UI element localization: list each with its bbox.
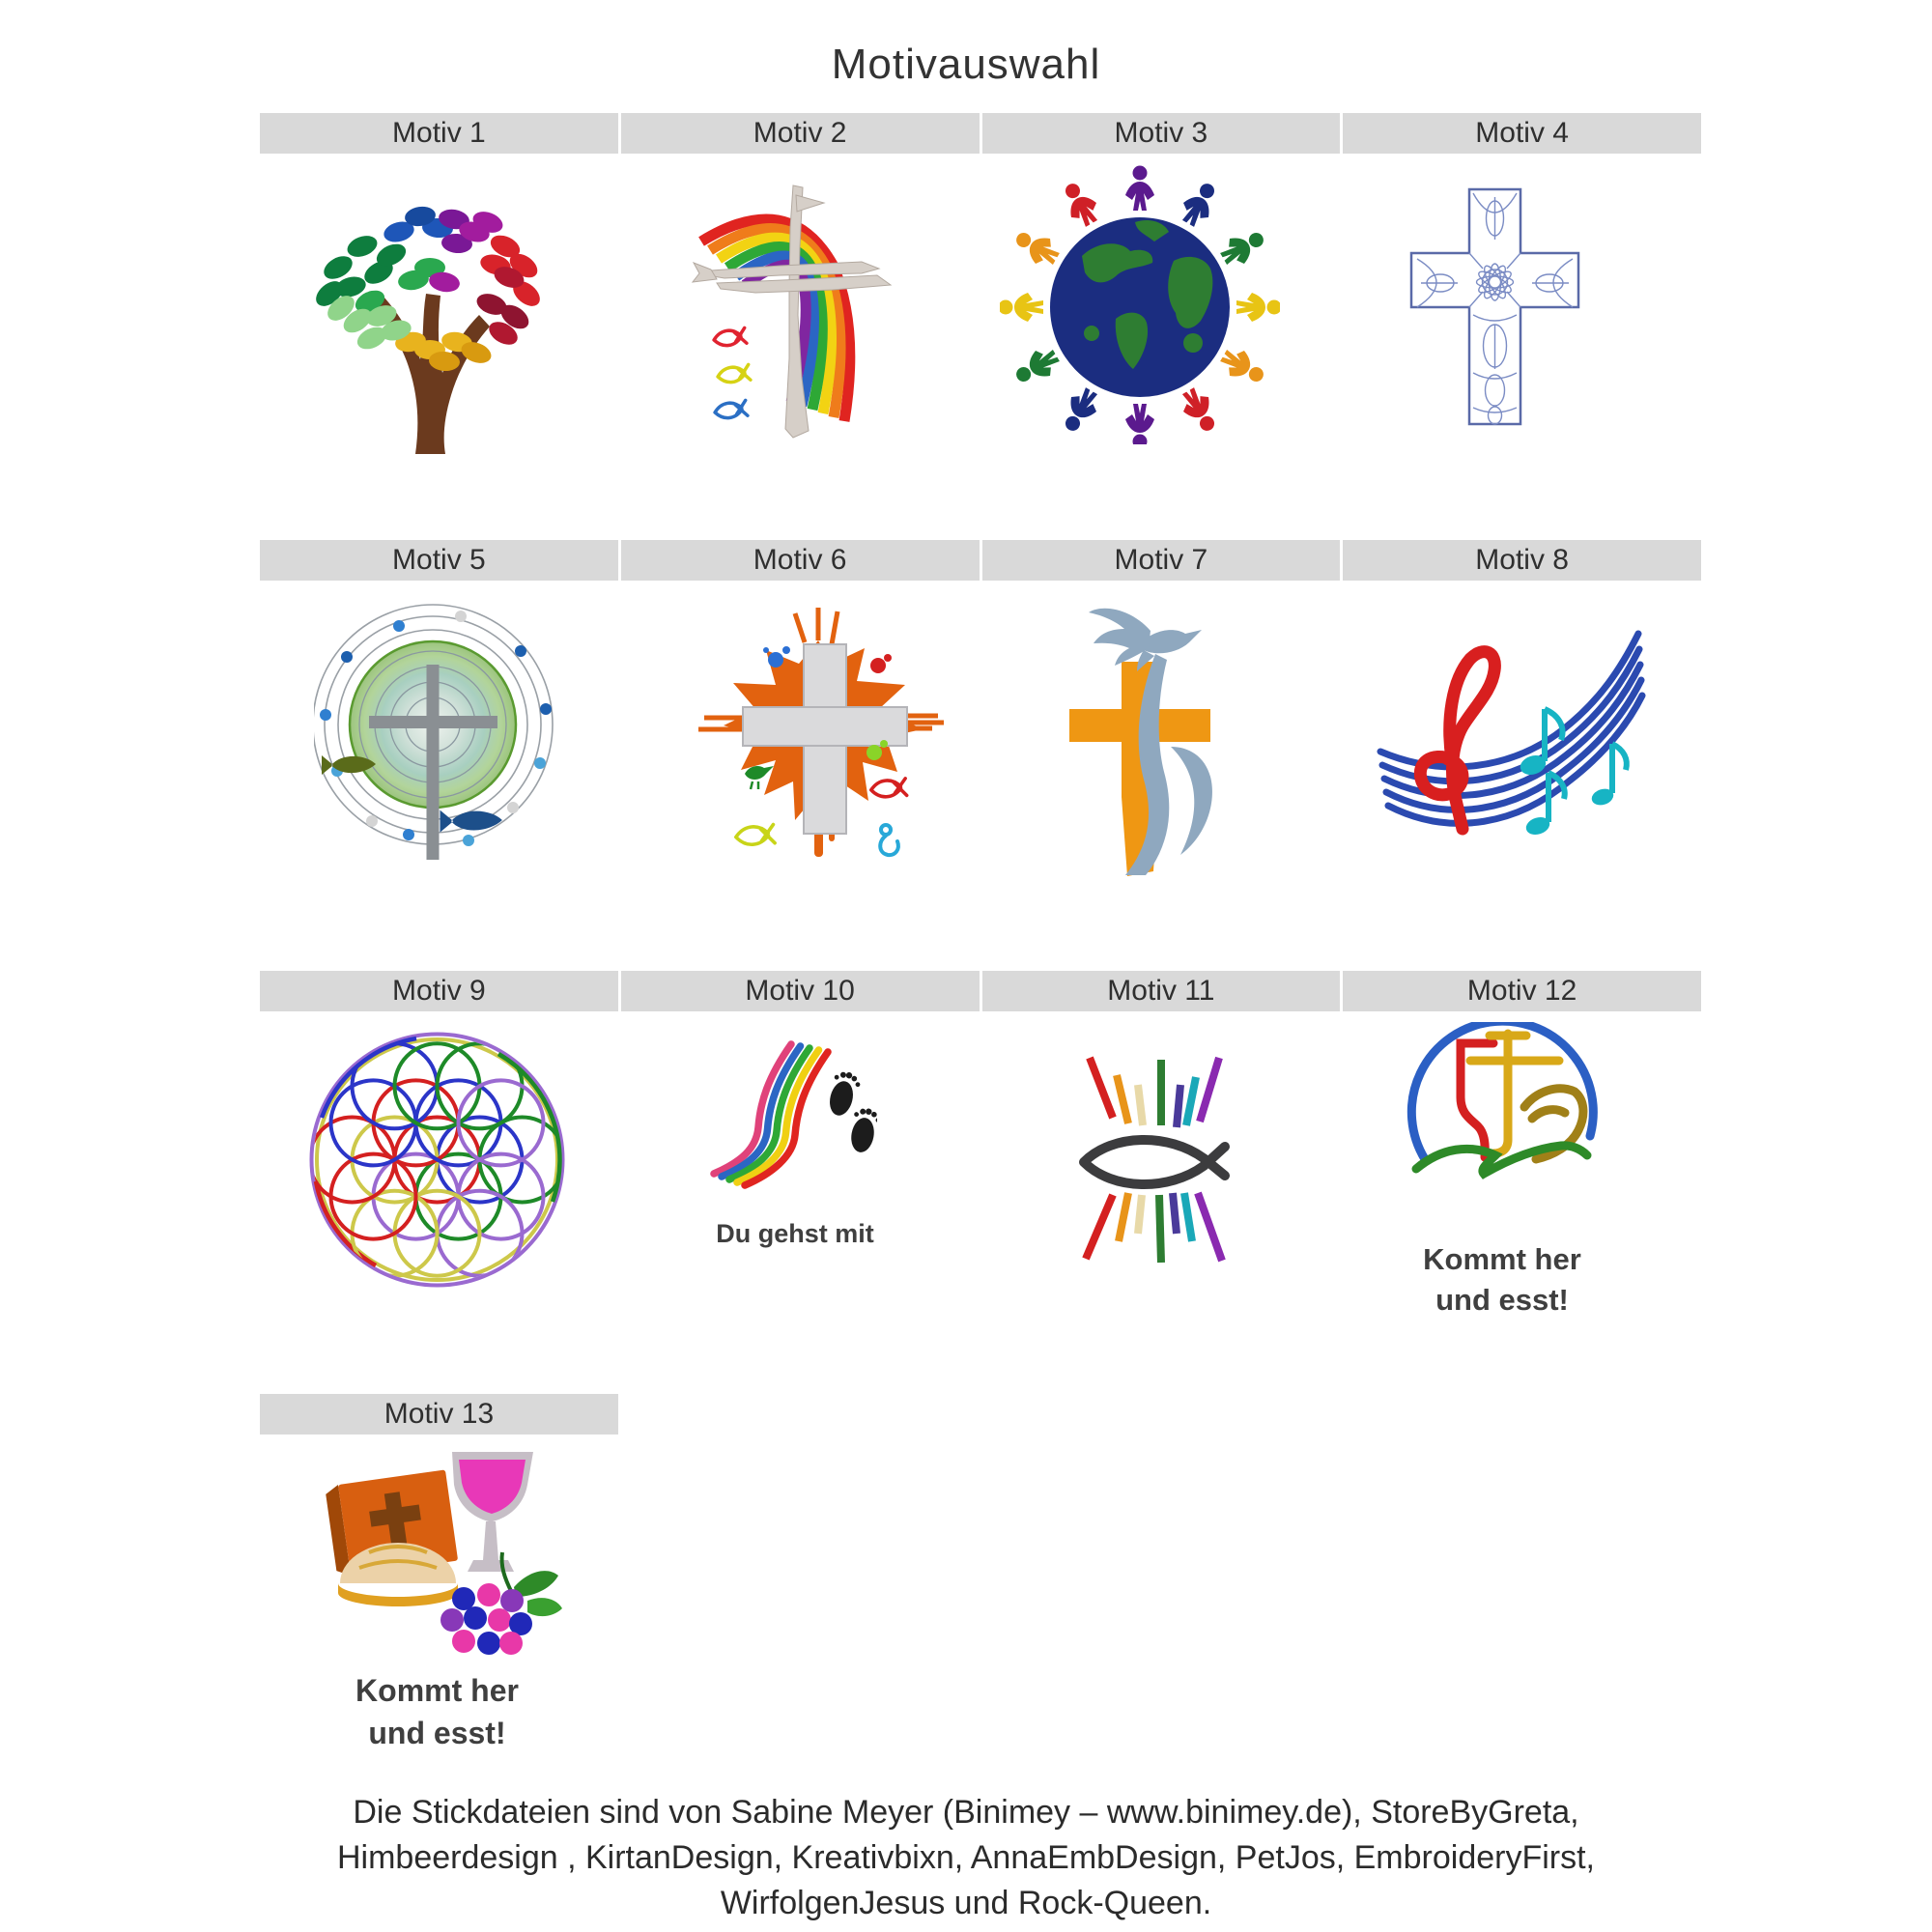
motif-header-2: Motiv 2 (621, 113, 980, 154)
header-row-4 (260, 1394, 618, 1435)
cross-rainbow-fishes-icon (688, 180, 895, 450)
ichthys-rays-icon (1072, 1048, 1241, 1270)
grunge-cross-icon (691, 592, 952, 877)
motif-header-11: Motiv 11 (982, 971, 1341, 1011)
credits-line-3: WirfolgenJesus und Rock-Queen. (720, 1885, 1212, 1921)
motif-header-6: Motiv 6 (621, 540, 980, 581)
motif-header-7: Motiv 7 (982, 540, 1341, 581)
motif-header-9: Motiv 9 (260, 971, 618, 1011)
motif-header-12: Motiv 12 (1343, 971, 1701, 1011)
motif-header-4: Motiv 4 (1343, 113, 1701, 154)
rainbow-footprints-icon (708, 1038, 877, 1193)
motif-header-1: Motiv 1 (260, 113, 618, 154)
motif-12-caption-line1: Kommt her (1423, 1242, 1581, 1276)
credits-line-1: Die Stickdateien sind von Sabine Meyer (Binimey – www.binimey.de), StoreByGreta, (353, 1794, 1579, 1831)
motif-header-5: Motiv 5 (260, 540, 618, 581)
motif-header-3: Motiv 3 (982, 113, 1341, 154)
cross-dove-icon (1058, 594, 1265, 879)
motif-13-caption-line2: und esst! (368, 1716, 506, 1750)
bible-bread-wine-grapes-icon (309, 1452, 565, 1674)
cross-orbits-fishes-icon (314, 601, 560, 864)
flower-of-life-icon (304, 1027, 570, 1293)
credits-line-2: Himbeerdesign , KirtanDesign, Kreativbixn, AnnaEmbDesign, PetJos, EmbroideryFirst, (336, 1839, 1595, 1876)
header-row-3 (260, 971, 1701, 1011)
music-notes-icon (1367, 607, 1652, 866)
page-title: Motivauswahl (831, 41, 1101, 88)
header-row-2 (260, 540, 1701, 581)
credits-text (0, 1790, 1932, 1926)
motif-header-8: Motiv 8 (1343, 540, 1701, 581)
ornamental-cross-icon (1406, 184, 1584, 430)
motif-13-caption (309, 1669, 565, 1754)
motif-13-caption-line1: Kommt her (355, 1673, 519, 1708)
motif-12-caption (1401, 1239, 1604, 1321)
motif-12-caption-line2: und esst! (1435, 1283, 1569, 1317)
world-children-icon (1000, 164, 1280, 444)
rainbow-tree-icon (285, 176, 575, 456)
chalice-cross-logo-icon (1401, 1022, 1604, 1215)
motif-10-caption: Du gehst mit (716, 1219, 874, 1248)
motif-header-13: Motiv 13 (260, 1394, 618, 1435)
header-row-1 (260, 113, 1701, 154)
motif-header-10: Motiv 10 (621, 971, 980, 1011)
